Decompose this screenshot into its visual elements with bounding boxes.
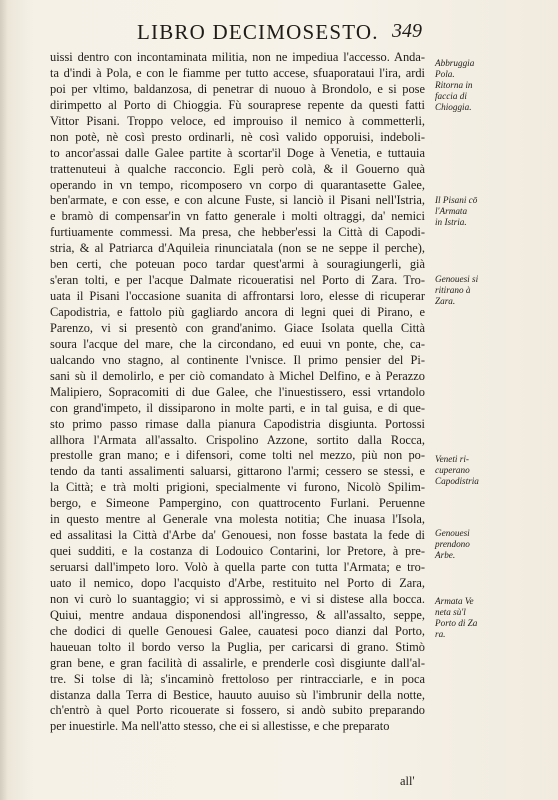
marginal-note-line: Genouesi [435,528,470,538]
page-number: 349 [392,20,422,42]
marginal-note-line: l'Armata [435,206,468,216]
text-line: poi per vltimo, baldanzosa, di penetrar di nuouo à Brondolo, e si pose [50,81,425,96]
text-line: Vittor Pisani. Troppo veloce, ed improuiso il nemico à commetterli, [50,113,425,128]
marginal-note-line: Porto di Za [435,618,478,628]
text-line: furtiuamente commessi. Ma presa, che hebber'essi la Città di Capodi- [50,225,425,240]
marginal-note-line: faccia di [435,91,467,101]
marginal-note-line: in Istria. [435,217,467,227]
text-line: sto primo passo rimase dalla pianura Capodistria disgiunta. Portossi [50,416,425,431]
body-text [50,50,425,735]
marginal-note-line: Veneti ri- [435,454,469,464]
marginal-note-line: Abbruggia [435,58,475,68]
text-line: non vi curò lo suantaggio; vi si approssimò, e vi si distese alla bocca. [50,591,425,606]
text-line: operando in vn tempo, ricomposero vn corpo di quarantasette Galee, [50,177,425,192]
text-line: bergo, e Simeone Pampergino, con quattrocento Furlani. Peruenne [50,496,425,511]
marginal-note-line: Genouesi si [435,274,479,284]
scan-shadow [0,0,8,800]
text-line: che dodici di quelle Genouesi Galee, cauatesi poco dianzi dal Porto, [50,623,425,638]
marginal-note-line: Capodistria [435,476,479,486]
text-line: stria, & al Patriarca d'Aquileia rinunciatala (non se ne seppe il perche), [50,241,425,256]
text-line: Malipiero, Sopracomiti di due Galee, che l'inuestissero, essi vrtandolo [50,384,425,399]
marginal-note [435,195,553,228]
text-line: sani sù il demolirlo, e per ciò comandato à Michel Delfino, e à Perazzo [50,368,425,383]
marginal-note-line: Zara. [435,296,456,306]
marginal-note-line: cuperano [435,465,470,475]
marginal-note [435,274,553,307]
marginal-note [435,596,553,640]
marginal-note [435,454,553,487]
text-line: con grand'impeto, il dissiparono in molte parti, e in tal guisa, e di que- [50,400,425,415]
text-line: soura l'acque del mare, che la circondano, ed euui vn ponte, che, ca- [50,336,425,351]
marginal-note [435,528,553,561]
text-line: to ancor'assai dalle Galee partite à scortar'il Doge à Venetia, e tuttauia [50,145,425,160]
text-line: non potè, nè così presto ordinarli, nè così valido opporuisi, indeboli- [50,129,425,144]
marginal-note-line: ra. [435,629,446,639]
text-line: uata il Pisani l'occasione suanita di affrontarsi loro, elesse di ricuperar [50,289,425,304]
text-line: e bramò di compensar'in vn fatto generale i molti oltraggi, da' nemici [50,209,425,224]
marginal-note [435,58,553,113]
marginal-note-line: ritirano à [435,285,471,295]
text-line: haueuan tolto il bordo verso la Puglia, per caricarsi di grano. Stimò [50,639,425,654]
text-line: tendo da tanti assalimenti saluarsi, gittarono l'armi; cessero se stessi, e [50,464,425,479]
text-line: ch'entrò à quel Porto ricouerate si fossero, si andò subito preparando [50,703,425,718]
text-line: trattenuteui à qualche racconcio. Egli però colà, & il Gouerno quà [50,161,425,176]
text-line: s'eran tolti, e per l'acque Dalmate ricoueratisi nel Porto di Zara. Tro- [50,273,425,288]
marginal-note-line: Pola. [435,69,455,79]
text-line: prestolle gran mano; e i difensori, come tolti nel mezzo, più non po- [50,448,425,463]
marginal-note-line: Chioggia. [435,102,472,112]
running-head: LIBRO DECIMOSESTO. [137,20,379,44]
text-line: ed assalitasi la Città d'Arbe da' Genouesi, non fosse bastata la fede di [50,528,425,543]
text-line: tre. Si tolse di là; s'incaminò frettoloso per rintracciarle, e in poca [50,671,425,686]
catchword: all' [400,774,415,788]
text-line: distanza dalla Terra di Bestice, hauuto auuiso sù l'imbrunir della notte, [50,687,425,702]
text-line: Quiui, mentre andaua disponendosi all'ingresso, & all'assalto, seppe, [50,607,425,622]
text-line: Parenzo, vi si presentò con grand'animo. Giace Isolata quella Città [50,320,425,335]
text-line: gran bene, e gran facilità di assalirle, e prenderle così disgiunte dall'al- [50,655,425,670]
text-line: ta d'indi à Pola, e con le fiamme per tutto accese, sfuaporataui l'ira, ardi [50,65,425,80]
marginal-note-line: Ritorna in [435,80,473,90]
text-line: Capodistria, e fattolo più gagliardo ancora di legni quei di Pirano, e [50,305,425,319]
marginal-note-line: Il Pisani cō [435,195,478,205]
text-line: la Città; e trà molti prigioni, specialmente vi furono, Nicolò Spilim- [50,480,425,495]
text-line: uato il nemico, dopo l'acquisto d'Arbe, restituito nel Porto di Zara, [50,575,425,590]
marginal-note-line: Armata Ve [435,596,474,606]
text-line: dirimpetto al Porto di Chioggia. Fù souraprese repente da questi fatti [50,97,425,112]
text-line: quei sudditi, e la costanza di Lodouico Contarini, lor Pretore, à pre- [50,544,425,559]
text-line: ben'armate, e con esse, e con alcune Fuste, si lanciò il Pisani nell'Istria, [50,193,425,208]
text-line: seruarsi dall'impeto loro. Volò à quella parte con tutta l'Armata; e tro- [50,560,425,574]
text-line: uissi dentro con incontaminata militia, non ne impediua l'accesso. Anda- [50,50,425,64]
text-line: ben certi, che poteuan poco tardar quest'armi à souragiungerli, già [50,257,425,272]
marginal-note-line: Arbe. [435,550,456,560]
text-line: in questo mentre al Generale vna molesta notitia; Che inuasa l'Isola, [50,512,425,527]
text-line: allhora l'Armata all'assalto. Crispolino Azzone, sortito dalla Rocca, [50,432,425,447]
text-line: per inuestirle. Ma nell'atto stesso, che ei si allestisse, e che preparato [50,719,390,734]
text-line: ualcando vno stagno, al continente l'vnisce. Il primo pensier del Pi- [50,352,425,367]
marginal-note-line: prendono [435,539,470,549]
marginal-note-line: neta sù'l [435,607,466,617]
